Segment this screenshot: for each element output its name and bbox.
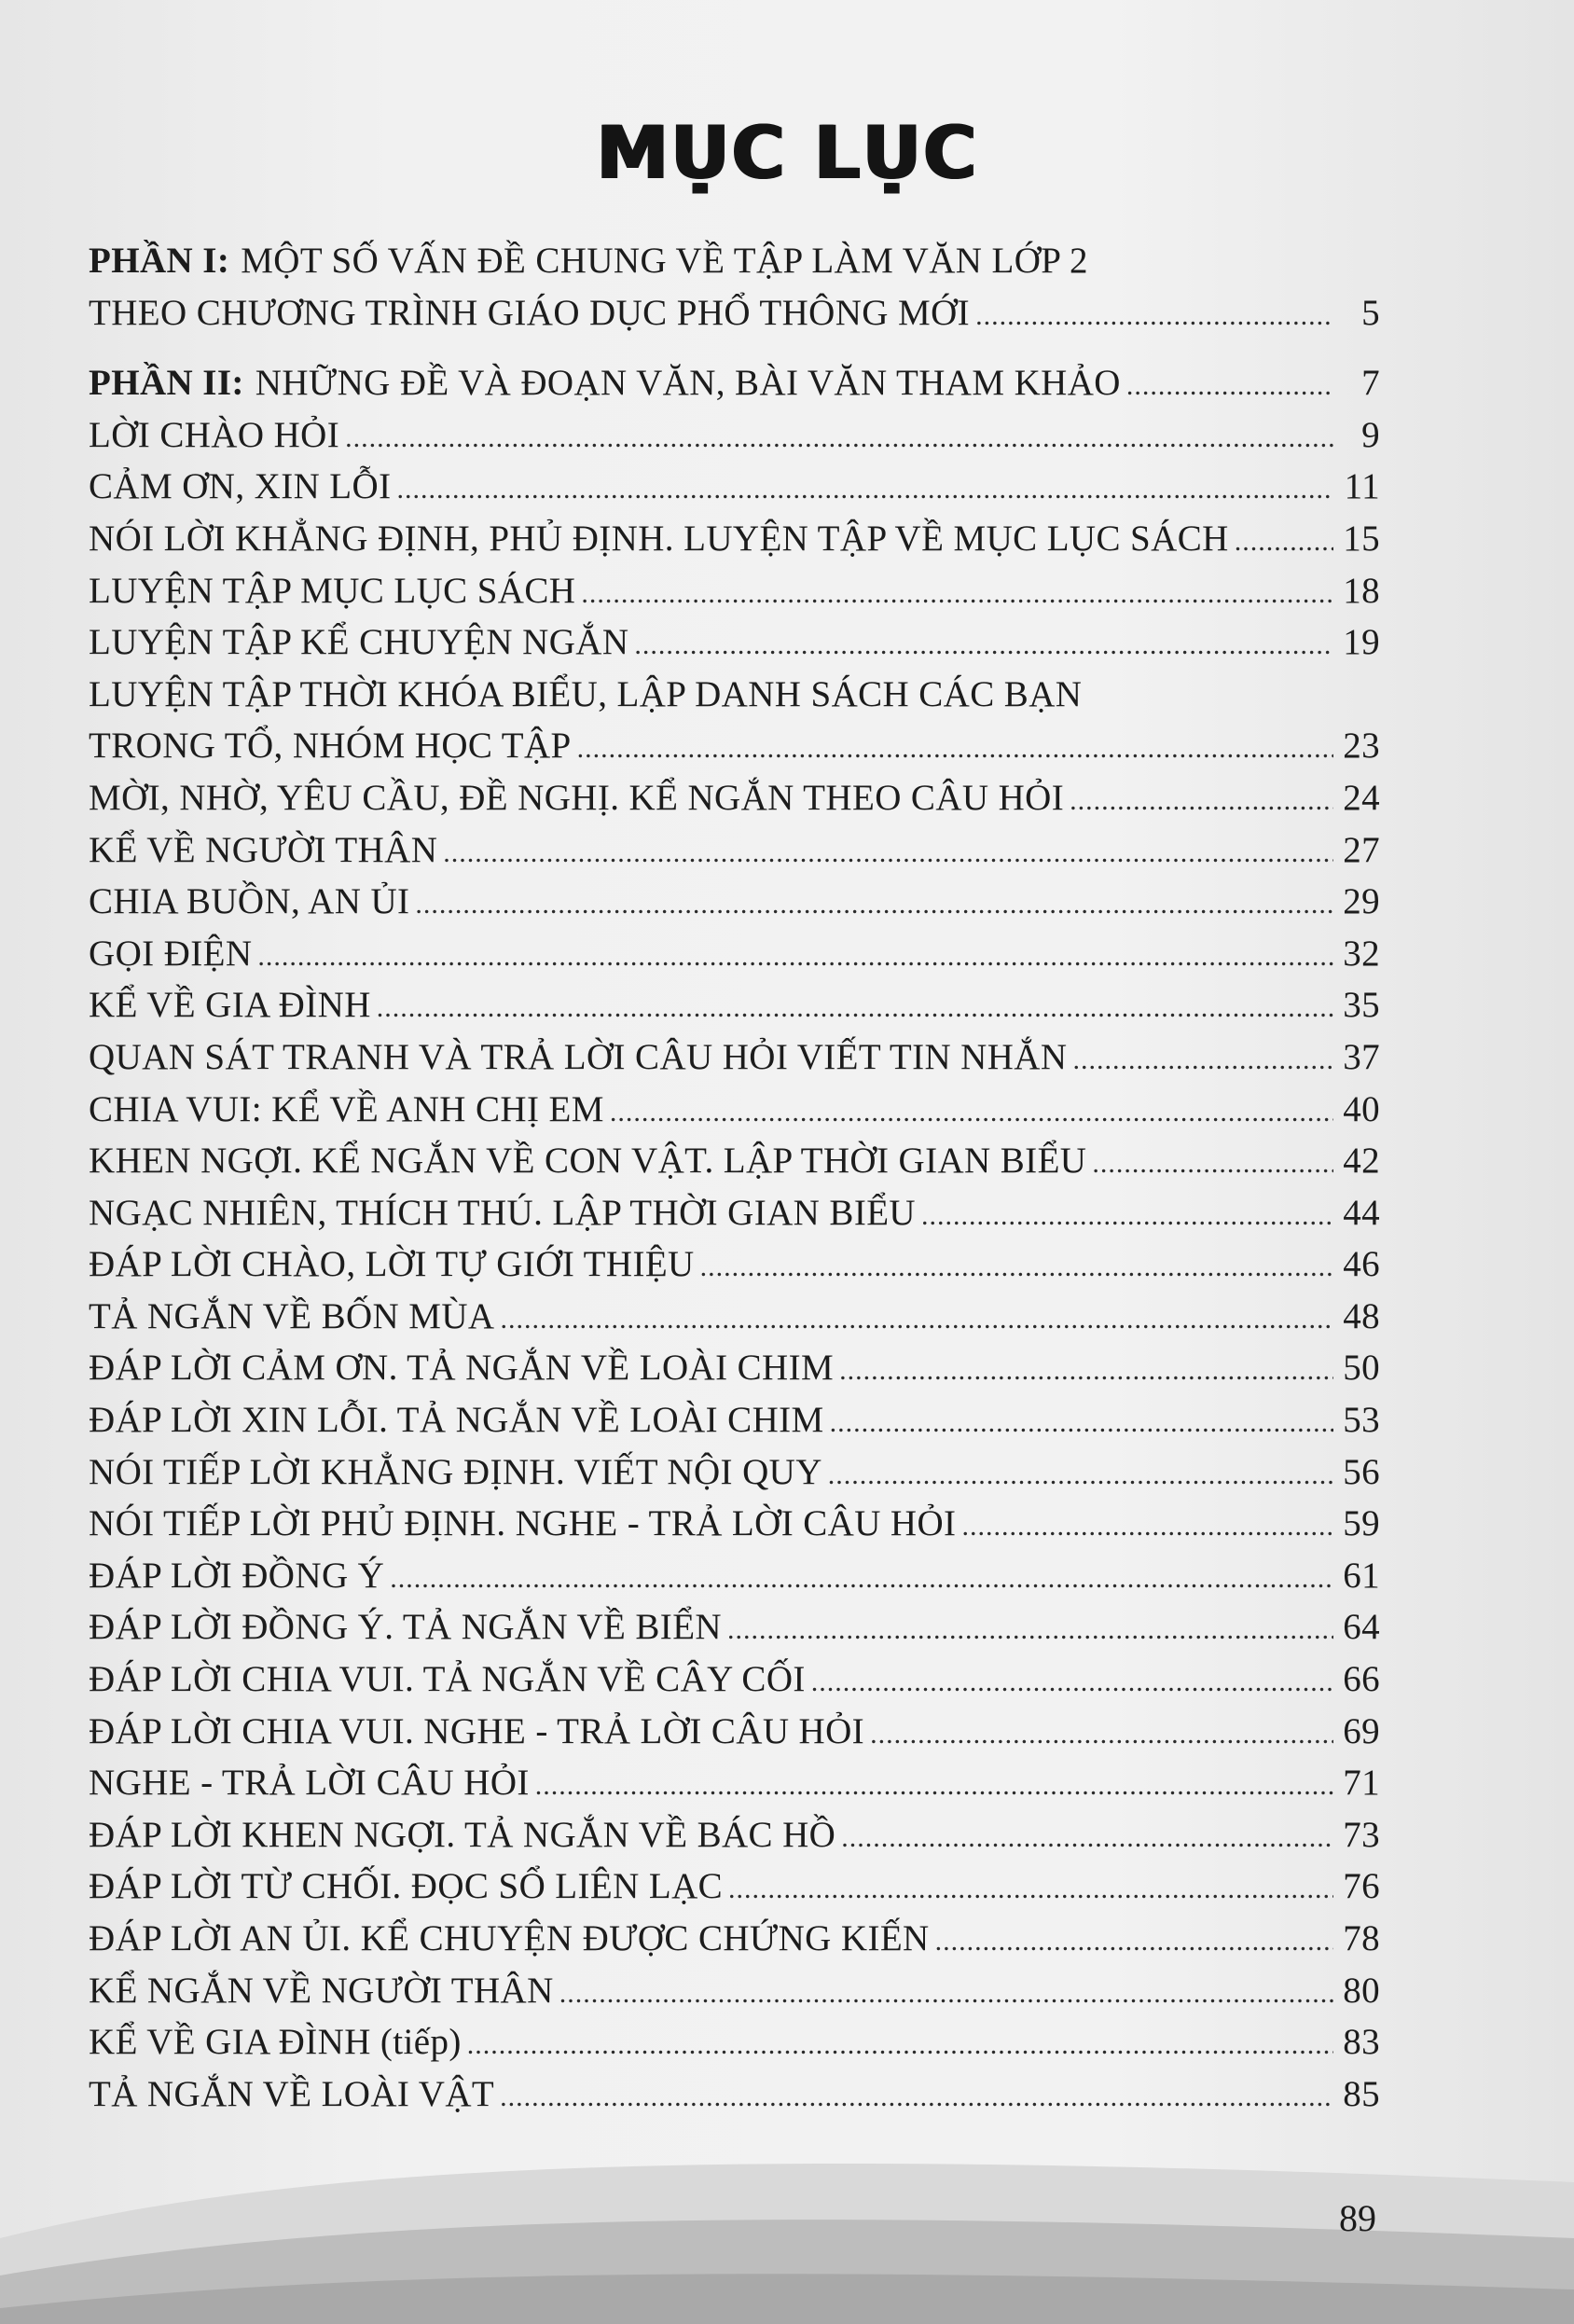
toc-entry-title: ĐÁP LỜI ĐỒNG Ý. TẢ NGẮN VỀ BIỂN	[89, 1607, 722, 1648]
leader-dots	[1235, 516, 1333, 568]
toc-entry	[89, 979, 1380, 1031]
toc-entry-page: 73	[1343, 1814, 1380, 1855]
leader-dots	[700, 1241, 1333, 1293]
toc-entry-page: 11	[1344, 466, 1380, 507]
toc-entry-title: ĐÁP LỜI CHIA VUI. TẢ NGẮN VỀ CÂY CỐI	[89, 1659, 806, 1700]
toc-entry	[89, 616, 1380, 669]
leader-dots	[467, 2019, 1333, 2071]
toc-entry-page: 64	[1343, 1607, 1380, 1648]
toc-entry	[89, 1965, 1380, 2017]
toc-entry-title: ĐÁP LỜI CẢM ƠN. TẢ NGẮN VỀ LOÀI CHIM	[89, 1348, 835, 1389]
leader-dots	[390, 1553, 1333, 1605]
toc-entry	[89, 824, 1380, 877]
toc-entry	[89, 1187, 1380, 1239]
toc-entry-title: ĐÁP LỜI AN ỦI. KỂ CHUYỆN ĐƯỢC CHỨNG KIẾN	[89, 1918, 930, 1958]
toc-entry	[89, 461, 1380, 513]
leader-dots	[500, 2071, 1333, 2123]
toc-entry-page: 37	[1343, 1036, 1380, 1077]
part2-page: 7	[1361, 363, 1380, 404]
leader-dots	[1126, 360, 1333, 412]
toc-entry-title: KỂ VỀ GIA ĐÌNH	[89, 985, 371, 1026]
leader-dots	[396, 463, 1333, 516]
toc-part1-line2	[89, 287, 1380, 339]
toc-entry-multi-line2	[89, 720, 1380, 772]
toc-entry-page: 83	[1343, 2022, 1380, 2063]
leader-dots	[870, 1708, 1333, 1761]
toc-entry-page: 56	[1343, 1451, 1380, 1492]
page-number: 89	[1339, 2197, 1376, 2239]
leader-dots	[841, 1812, 1333, 1864]
toc-entry-page: 80	[1343, 1970, 1380, 2011]
leader-dots	[634, 619, 1333, 671]
toc-entry	[89, 876, 1380, 928]
toc-entry-title: CẢM ƠN, XIN LỖI	[89, 466, 392, 507]
toc-entry-page: 85	[1343, 2073, 1380, 2114]
part1-title-line1: MỘT SỐ VẤN ĐỀ CHUNG VỀ TẬP LÀM VĂN LỚP 2	[241, 241, 1088, 281]
toc-entry-title: GỌI ĐIỆN	[89, 933, 253, 974]
leader-dots	[1070, 775, 1333, 827]
toc-entry	[89, 1031, 1380, 1084]
toc-entry-page: 66	[1343, 1659, 1380, 1700]
toc-entry-page: 35	[1343, 985, 1380, 1026]
toc-entry-page: 46	[1343, 1244, 1380, 1285]
leader-dots	[811, 1656, 1333, 1708]
page-title: MỤC LỤC	[596, 112, 978, 196]
toc-entry-page: 78	[1343, 1918, 1380, 1958]
toc-entry	[89, 1809, 1380, 1861]
toc-entry-title: KỂ VỀ NGƯỜI THÂN	[89, 829, 438, 870]
leader-dots	[500, 1293, 1333, 1346]
part1-label: PHẦN I:	[89, 241, 230, 281]
toc-entry	[89, 1394, 1380, 1446]
toc-entry-title: TẢ NGẮN VỀ LOÀI VẬT	[89, 2073, 495, 2114]
toc-entry-title: KHEN NGỢI. KỂ NGẮN VỀ CON VẬT. LẬP THỜI GIAN BIỂU	[89, 1141, 1087, 1182]
part1-title-line2: THEO CHƯƠNG TRÌNH GIÁO DỤC PHỔ THÔNG MỚI	[89, 292, 971, 333]
part2-label: PHẦN II:	[89, 363, 244, 404]
toc-entry-title: NGẠC NHIÊN, THÍCH THÚ. LẬP THỜI GIAN BIỂU	[89, 1192, 916, 1233]
toc-entry	[89, 1135, 1380, 1187]
entry-multi-title-line1: LUYỆN TẬP THỜI KHÓA BIỂU, LẬP DANH SÁCH CÁC BẠN	[89, 673, 1083, 714]
toc-entry	[89, 1446, 1380, 1499]
leader-dots	[535, 1760, 1333, 1812]
part1-page: 5	[1361, 292, 1380, 333]
toc-entry	[89, 513, 1380, 565]
leader-dots	[830, 1397, 1333, 1449]
toc-entry-title: NGHE - TRẢ LỜI CÂU HỎI	[89, 1763, 530, 1804]
toc-entry-multi-line1	[89, 669, 1380, 721]
toc-entry	[89, 1706, 1380, 1758]
toc-entry-page: 24	[1343, 777, 1380, 818]
toc-entry-title: ĐÁP LỜI TỪ CHỐI. ĐỌC SỔ LIÊN LẠC	[89, 1866, 724, 1907]
leader-dots	[581, 568, 1333, 620]
toc-entry	[89, 772, 1380, 824]
toc-entry-page: 19	[1343, 622, 1380, 663]
toc-entry-page: 27	[1343, 829, 1380, 870]
toc-entry	[89, 1084, 1380, 1136]
toc-entry-title: ĐÁP LỜI CHIA VUI. NGHE - TRẢ LỜI CÂU HỎI	[89, 1710, 865, 1751]
leader-dots	[443, 827, 1333, 879]
leader-dots	[377, 982, 1333, 1034]
entry-multi-page: 23	[1343, 726, 1380, 767]
leader-dots	[728, 1863, 1333, 1916]
toc-entry-title: CHIA VUI: KỂ VỀ ANH CHỊ EM	[89, 1088, 604, 1129]
toc-entry-page: 9	[1361, 414, 1380, 455]
toc-entry	[89, 2068, 1380, 2121]
toc-entry	[89, 1550, 1380, 1602]
decorative-wave	[0, 2126, 1574, 2324]
toc-entry-title: LỜI CHÀO HỎI	[89, 414, 340, 455]
toc-entry-page: 71	[1343, 1763, 1380, 1804]
toc-part2	[89, 357, 1380, 409]
toc-entry-title: ĐÁP LỜI XIN LỖI. TẢ NGẮN VỀ LOÀI CHIM	[89, 1400, 824, 1441]
toc-entry	[89, 1913, 1380, 1965]
toc-entry-title: ĐÁP LỜI ĐỒNG Ý	[89, 1555, 385, 1596]
toc-entry	[89, 1861, 1380, 1913]
toc-entry-title: NÓI TIẾP LỜI PHỦ ĐỊNH. NGHE - TRẢ LỜI CÂU HỎI	[89, 1503, 957, 1544]
leader-dots	[345, 412, 1333, 464]
toc-entry-page: 76	[1343, 1866, 1380, 1907]
leader-dots	[257, 931, 1333, 983]
leader-dots	[1072, 1034, 1333, 1086]
leader-dots	[828, 1449, 1333, 1501]
leader-dots	[577, 723, 1333, 775]
toc-entry-page: 40	[1343, 1088, 1380, 1129]
toc-entry	[89, 1757, 1380, 1809]
toc-part1-line1	[89, 235, 1380, 287]
entry-multi-title-line2: TRONG TỔ, NHÓM HỌC TẬP	[89, 726, 572, 767]
toc-entry	[89, 1238, 1380, 1291]
toc-entry-title: LUYỆN TẬP MỤC LỤC SÁCH	[89, 570, 576, 611]
leader-dots	[961, 1501, 1333, 1553]
toc-entry-page: 42	[1343, 1141, 1380, 1182]
toc-entry-page: 29	[1343, 881, 1380, 922]
part2-title: NHỮNG ĐỀ VÀ ĐOẠN VĂN, BÀI VĂN THAM KHẢO	[255, 363, 1121, 404]
toc-entry-title: CHIA BUỒN, AN ỦI	[89, 881, 410, 922]
toc-entry	[89, 1653, 1380, 1706]
toc-entry-title: ĐÁP LỜI CHÀO, LỜI TỰ GIỚI THIỆU	[89, 1244, 695, 1285]
leader-dots	[921, 1190, 1333, 1242]
toc-entry	[89, 1498, 1380, 1550]
toc-entry-page: 50	[1343, 1348, 1380, 1389]
toc-entry-title: NÓI LỜI KHẲNG ĐỊNH, PHỦ ĐỊNH. LUYỆN TẬP VỀ MỤC LỤC SÁCH	[89, 518, 1229, 559]
toc-entry-page: 69	[1343, 1710, 1380, 1751]
toc-entry-title: QUAN SÁT TRANH VÀ TRẢ LỜI CÂU HỎI VIẾT TIN NHẮN	[89, 1036, 1068, 1077]
leader-dots	[935, 1916, 1333, 1968]
toc-entry-page: 44	[1343, 1192, 1380, 1233]
leader-dots	[610, 1086, 1333, 1139]
toc-entry-title: ĐÁP LỜI KHEN NGỢI. TẢ NGẮN VỀ BÁC HỒ	[89, 1814, 836, 1855]
toc-entry-title: KỂ VỀ GIA ĐÌNH (tiếp)	[89, 2022, 462, 2063]
toc-entry-page: 53	[1343, 1400, 1380, 1441]
toc-entry-page: 18	[1343, 570, 1380, 611]
toc-entry-page: 32	[1343, 933, 1380, 974]
table-of-contents	[89, 235, 1380, 2120]
toc-entry	[89, 409, 1380, 462]
toc-entry	[89, 1291, 1380, 1343]
toc-entry-title: LUYỆN TẬP KỂ CHUYỆN NGẮN	[89, 622, 629, 663]
leader-dots	[839, 1345, 1333, 1397]
toc-entry-title: MỜI, NHỜ, YÊU CẦU, ĐỀ NGHỊ. KỂ NGẮN THEO CÂU HỎI	[89, 777, 1065, 818]
toc-entry-title: NÓI TIẾP LỜI KHẲNG ĐỊNH. VIẾT NỘI QUY	[89, 1451, 822, 1492]
toc-entry-title: TẢ NGẮN VỀ BỐN MÙA	[89, 1295, 495, 1336]
toc-entry	[89, 1601, 1380, 1653]
toc-entry	[89, 1342, 1380, 1394]
leader-dots	[975, 290, 1333, 342]
leader-dots	[727, 1604, 1333, 1656]
toc-entry	[89, 2016, 1380, 2068]
toc-entry-page: 61	[1343, 1555, 1380, 1596]
leader-dots	[1092, 1138, 1333, 1190]
leader-dots	[559, 1968, 1333, 2020]
toc-entry-title: KỂ NGẮN VỀ NGƯỜI THÂN	[89, 1970, 554, 2011]
toc-entry	[89, 928, 1380, 980]
toc-entry-page: 15	[1343, 518, 1380, 559]
toc-entry	[89, 565, 1380, 617]
toc-entry-page: 48	[1343, 1295, 1380, 1336]
toc-entry-page: 59	[1343, 1503, 1380, 1544]
leader-dots	[415, 878, 1333, 931]
